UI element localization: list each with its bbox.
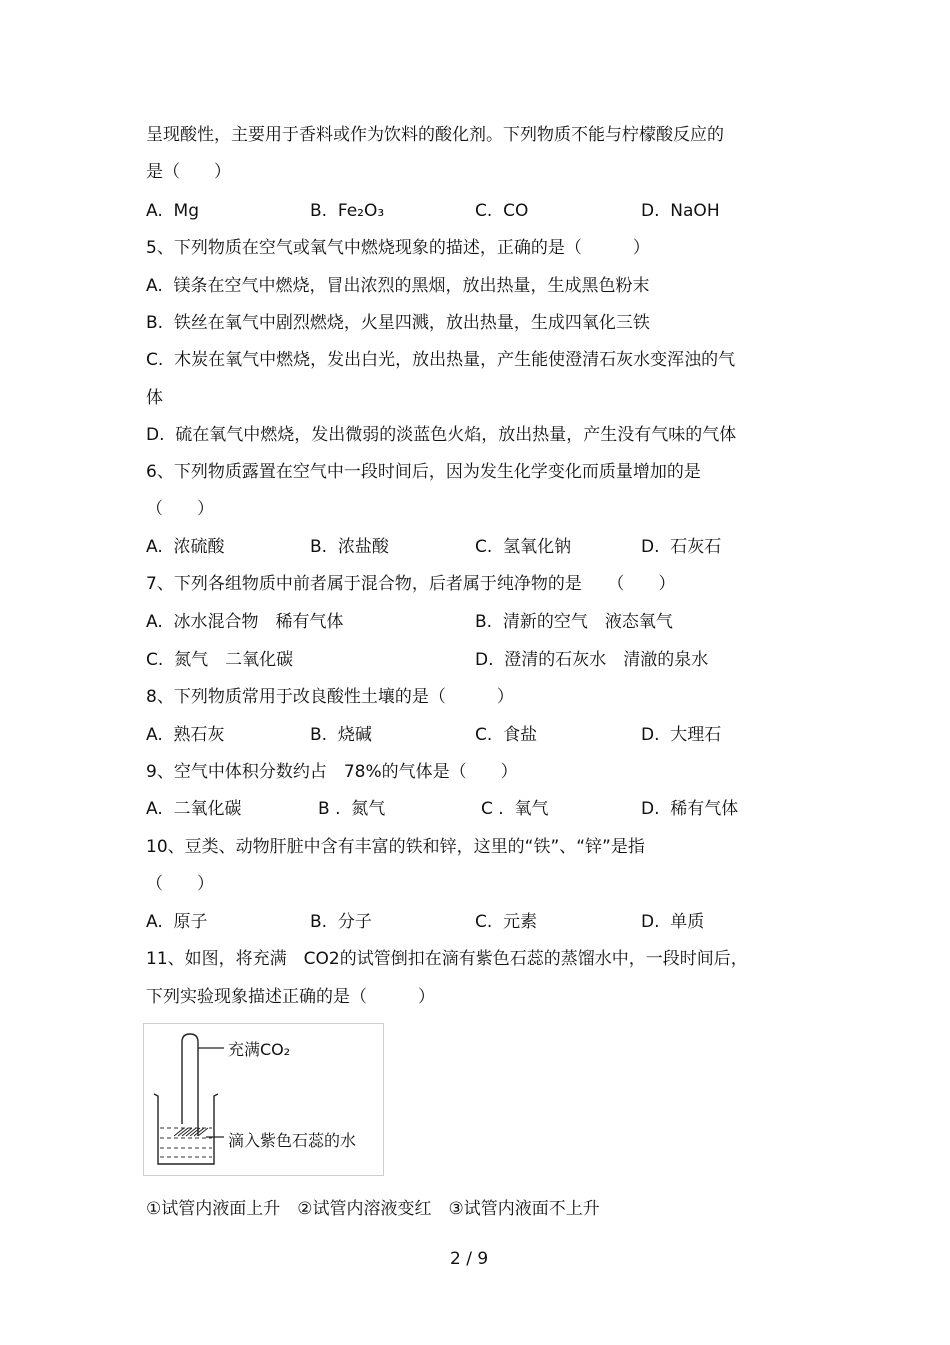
q10-option-d: D. 单质: [641, 912, 705, 932]
q4-option-c: C. CO: [475, 201, 529, 221]
q7-option-d: D. 澄清的石灰水 清澈的泉水: [475, 650, 709, 670]
text-line: 体: [146, 388, 163, 408]
text-line: （ ）: [146, 874, 214, 894]
q7-option-c: C. 氮气 二氧化碳: [146, 650, 294, 670]
q6-option-a: A. 浓硫酸: [146, 537, 225, 557]
figure-label-water: 滴入紫色石蕊的水: [228, 1131, 357, 1150]
q4-option-b: B. Fe₂O₃: [310, 201, 385, 221]
q6-option-b: B. 浓盐酸: [310, 537, 389, 557]
text-line: （ ）: [146, 499, 214, 519]
q9-option-d: D. 稀有气体: [641, 799, 739, 819]
figure-label-co2: 充满CO₂: [228, 1040, 291, 1059]
q10-option-c: C. 元素: [475, 912, 538, 932]
question-7: 7、下列各组物质中前者属于混合物，后者属于纯净物的是 （ ）: [146, 574, 676, 594]
q8-option-a: A. 熟石灰: [146, 725, 225, 745]
q8-option-c: C. 食盐: [475, 725, 538, 745]
q7-option-b: B. 清新的空气 液态氧气: [475, 612, 673, 632]
page-number: 2 / 9: [450, 1249, 489, 1269]
question-11: 11、如图，将充满 CO2的试管倒扣在滴有紫色石蕊的蒸馏水中，一段时间后，: [146, 949, 748, 969]
q11-statements: ①试管内液面上升 ②试管内溶液变红 ③试管内液面不上升: [146, 1199, 600, 1219]
experiment-figure: [143, 1023, 384, 1176]
text-line: 是（ ）: [146, 162, 231, 182]
question-8: 8、下列物质常用于改良酸性土壤的是（ ）: [146, 687, 514, 707]
question-5: 5、下列物质在空气或氧气中燃烧现象的描述，正确的是（ ）: [146, 238, 650, 258]
q10-option-a: A. 原子: [146, 912, 208, 932]
question-6: 6、下列物质露置在空气中一段时间后，因为发生化学变化而质量增加的是: [146, 462, 701, 482]
q8-option-d: D. 大理石: [641, 725, 722, 745]
text-line: 下列实验现象描述正确的是（ ）: [146, 987, 435, 1007]
q6-option-c: C. 氢氧化钠: [475, 537, 572, 557]
q7-option-a: A. 冰水混合物 稀有气体: [146, 612, 344, 632]
q8-option-b: B. 烧碱: [310, 725, 372, 745]
question-10: 10、豆类、动物肝脏中含有丰富的铁和锌，这里的“铁”、“锌”是指: [146, 837, 645, 857]
q9-option-c: C . 氧气: [481, 799, 549, 819]
text-line: 呈现酸性，主要用于香料或作为饮料的酸化剂。下列物质不能与柠檬酸反应的: [146, 125, 724, 145]
q5-option-c: C. 木炭在氧气中燃烧，发出白光，放出热量，产生能使澄清石灰水变浑浊的气: [146, 350, 736, 370]
q4-option-d: D. NaOH: [641, 201, 720, 221]
q9-option-a: A. 二氧化碳: [146, 799, 242, 819]
q5-option-d: D. 硫在氧气中燃烧，发出微弱的淡蓝色火焰，放出热量，产生没有气味的气体: [146, 425, 737, 445]
q5-option-a: A. 镁条在空气中燃烧，冒出浓烈的黑烟，放出热量，生成黑色粉末: [146, 276, 650, 296]
q5-option-b: B. 铁丝在氧气中剧烈燃烧，火星四溅，放出热量，生成四氧化三铁: [146, 313, 650, 333]
q9-option-b: B . 氮气: [318, 799, 386, 819]
q4-option-a: A. Mg: [146, 201, 200, 221]
q10-option-b: B. 分子: [310, 912, 372, 932]
q6-option-d: D. 石灰石: [641, 537, 722, 557]
question-9: 9、空气中体积分数约占 78%的气体是（ ）: [146, 762, 518, 782]
